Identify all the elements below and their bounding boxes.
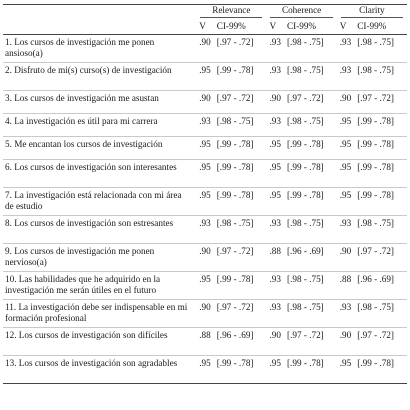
table-row [3, 91, 407, 114]
row-clarity-v: .90 [337, 244, 354, 272]
row-coherence-v: .93 [266, 35, 283, 63]
row-relevance-v: .95 [196, 137, 213, 160]
row-item-label: 3. Los cursos de investigación me asustan [3, 91, 196, 114]
row-coherence-v: .95 [266, 160, 283, 188]
row-item-label: 8. Los cursos de investigación son estresantes [3, 216, 196, 244]
row-relevance-v: .90 [196, 300, 213, 328]
row-coherence-v: .93 [266, 63, 283, 91]
row-item-label: 9. Los cursos de investigación me ponen nervioso(a) [3, 244, 196, 272]
clarity-v-header: V [337, 18, 354, 35]
row-item-label: 2. Disfruto de mi(s) curso(s) de investigación [3, 63, 196, 91]
row-clarity-v: .90 [337, 328, 354, 356]
row-clarity-ci: [.99 - .78] [353, 356, 407, 384]
table-row [3, 244, 407, 272]
row-relevance-v: .95 [196, 188, 213, 216]
sub-header-row [3, 18, 407, 35]
row-clarity-v: .93 [337, 216, 354, 244]
row-coherence-v: .93 [266, 300, 283, 328]
table-row [3, 160, 407, 188]
table-row [3, 356, 407, 384]
table-row [3, 328, 407, 356]
row-relevance-ci: [.99 - .78] [213, 356, 267, 384]
group-header-coherence: Coherence [266, 5, 336, 19]
table-row [3, 300, 407, 328]
row-relevance-ci: [.97 - .72] [213, 244, 267, 272]
table-row [3, 114, 407, 137]
relevance-v-header: V [196, 18, 213, 35]
relevance-ci-header: CI-99% [213, 18, 267, 35]
row-clarity-ci: [.97 - .72] [353, 91, 407, 114]
row-clarity-ci: [.97 - .72] [353, 328, 407, 356]
row-clarity-v: .93 [337, 35, 354, 63]
row-item-label: 12. Los cursos de investigación son difíciles [3, 328, 196, 356]
row-clarity-v: .93 [337, 300, 354, 328]
row-relevance-v: .95 [196, 160, 213, 188]
row-relevance-ci: [.98 - .75] [213, 216, 267, 244]
row-item-label: 6. Los cursos de investigación son interesantes [3, 160, 196, 188]
table-row [3, 35, 407, 63]
table-row [3, 216, 407, 244]
row-item-label: 13. Los cursos de investigación son agradables [3, 356, 196, 384]
row-coherence-ci: [.98 - .75] [283, 114, 337, 137]
row-coherence-v: .90 [266, 328, 283, 356]
validity-table [3, 4, 407, 384]
row-coherence-ci: [.97 - .72] [283, 91, 337, 114]
row-item-label: 5. Me encantan los cursos de investigación [3, 137, 196, 160]
row-relevance-v: .90 [196, 244, 213, 272]
row-item-label: 7. La investigación está relacionada con mi área de estudio [3, 188, 196, 216]
table-row [3, 137, 407, 160]
row-clarity-ci: [.98 - .75] [353, 300, 407, 328]
row-clarity-v: .88 [337, 272, 354, 300]
item-column-header [3, 5, 196, 19]
row-clarity-ci: [.99 - .78] [353, 188, 407, 216]
row-coherence-v: .93 [266, 216, 283, 244]
row-relevance-v: .90 [196, 91, 213, 114]
row-clarity-v: .95 [337, 356, 354, 384]
row-coherence-ci: [.99 - .78] [283, 160, 337, 188]
table-row [3, 63, 407, 91]
row-relevance-v: .95 [196, 356, 213, 384]
row-relevance-v: .90 [196, 35, 213, 63]
row-clarity-v: .93 [337, 63, 354, 91]
row-clarity-ci: [.98 - .75] [353, 63, 407, 91]
row-relevance-ci: [.98 - .75] [213, 114, 267, 137]
row-coherence-v: .93 [266, 272, 283, 300]
row-relevance-ci: [.97 - .72] [213, 35, 267, 63]
row-coherence-ci: [.98 - .75] [283, 216, 337, 244]
row-coherence-ci: [.98 - .75] [283, 300, 337, 328]
row-coherence-v: .95 [266, 137, 283, 160]
row-relevance-ci: [.97 - .72] [213, 300, 267, 328]
row-relevance-v: .93 [196, 216, 213, 244]
row-coherence-ci: [.97 - .72] [283, 328, 337, 356]
table-row [3, 188, 407, 216]
row-relevance-ci: [.99 - .78] [213, 272, 267, 300]
clarity-ci-header: CI-99% [353, 18, 407, 35]
row-coherence-v: .93 [266, 114, 283, 137]
row-relevance-v: .88 [196, 328, 213, 356]
row-clarity-v: .95 [337, 188, 354, 216]
row-clarity-ci: [.99 - .78] [353, 114, 407, 137]
row-relevance-ci: [.99 - .78] [213, 160, 267, 188]
row-relevance-ci: [.99 - .78] [213, 63, 267, 91]
row-clarity-ci: [.99 - .78] [353, 160, 407, 188]
row-relevance-ci: [.96 - .69] [213, 328, 267, 356]
group-header-relevance: Relevance [196, 5, 266, 19]
row-coherence-v: .90 [266, 91, 283, 114]
row-coherence-ci: [.96 - .69] [283, 244, 337, 272]
row-relevance-v: .95 [196, 272, 213, 300]
table-header [3, 5, 407, 35]
row-coherence-v: .95 [266, 356, 283, 384]
row-item-label: 11. La investigación debe ser indispensable en mi formación profesional [3, 300, 196, 328]
row-clarity-v: .90 [337, 91, 354, 114]
row-clarity-ci: [.98 - .75] [353, 35, 407, 63]
row-coherence-ci: [.98 - .75] [283, 63, 337, 91]
coherence-ci-header: CI-99% [283, 18, 337, 35]
group-header-clarity: Clarity [337, 5, 407, 19]
coherence-v-header: V [266, 18, 283, 35]
group-header-row [3, 5, 407, 19]
row-clarity-ci: [.96 - .69] [353, 272, 407, 300]
table-row [3, 272, 407, 300]
row-relevance-v: .95 [196, 63, 213, 91]
row-item-label: 4. La investigación es útil para mi carrera [3, 114, 196, 137]
row-coherence-ci: [.99 - .78] [283, 356, 337, 384]
row-item-label: 10. Las habilidades que he adquirido en la investigación me serán útiles en el futuro [3, 272, 196, 300]
row-relevance-ci: [.97 - .72] [213, 91, 267, 114]
row-coherence-ci: [.98 - .75] [283, 272, 337, 300]
row-coherence-ci: [.99 - .78] [283, 137, 337, 160]
row-coherence-ci: [.98 - .75] [283, 35, 337, 63]
item-subheader [3, 18, 196, 35]
row-coherence-v: .95 [266, 188, 283, 216]
row-coherence-v: .88 [266, 244, 283, 272]
row-clarity-v: .95 [337, 137, 354, 160]
row-clarity-ci: [.98 - .75] [353, 216, 407, 244]
row-relevance-ci: [.99 - .78] [213, 188, 267, 216]
row-clarity-v: .95 [337, 160, 354, 188]
row-relevance-ci: [.99 - .78] [213, 137, 267, 160]
row-item-label: 1. Los cursos de investigación me ponen ansioso(a) [3, 35, 196, 63]
row-coherence-ci: [.99 - .78] [283, 188, 337, 216]
row-relevance-v: .93 [196, 114, 213, 137]
row-clarity-ci: [.99 - .78] [353, 137, 407, 160]
table-body [3, 35, 407, 384]
row-clarity-ci: [.97 - .72] [353, 244, 407, 272]
row-clarity-v: .95 [337, 114, 354, 137]
